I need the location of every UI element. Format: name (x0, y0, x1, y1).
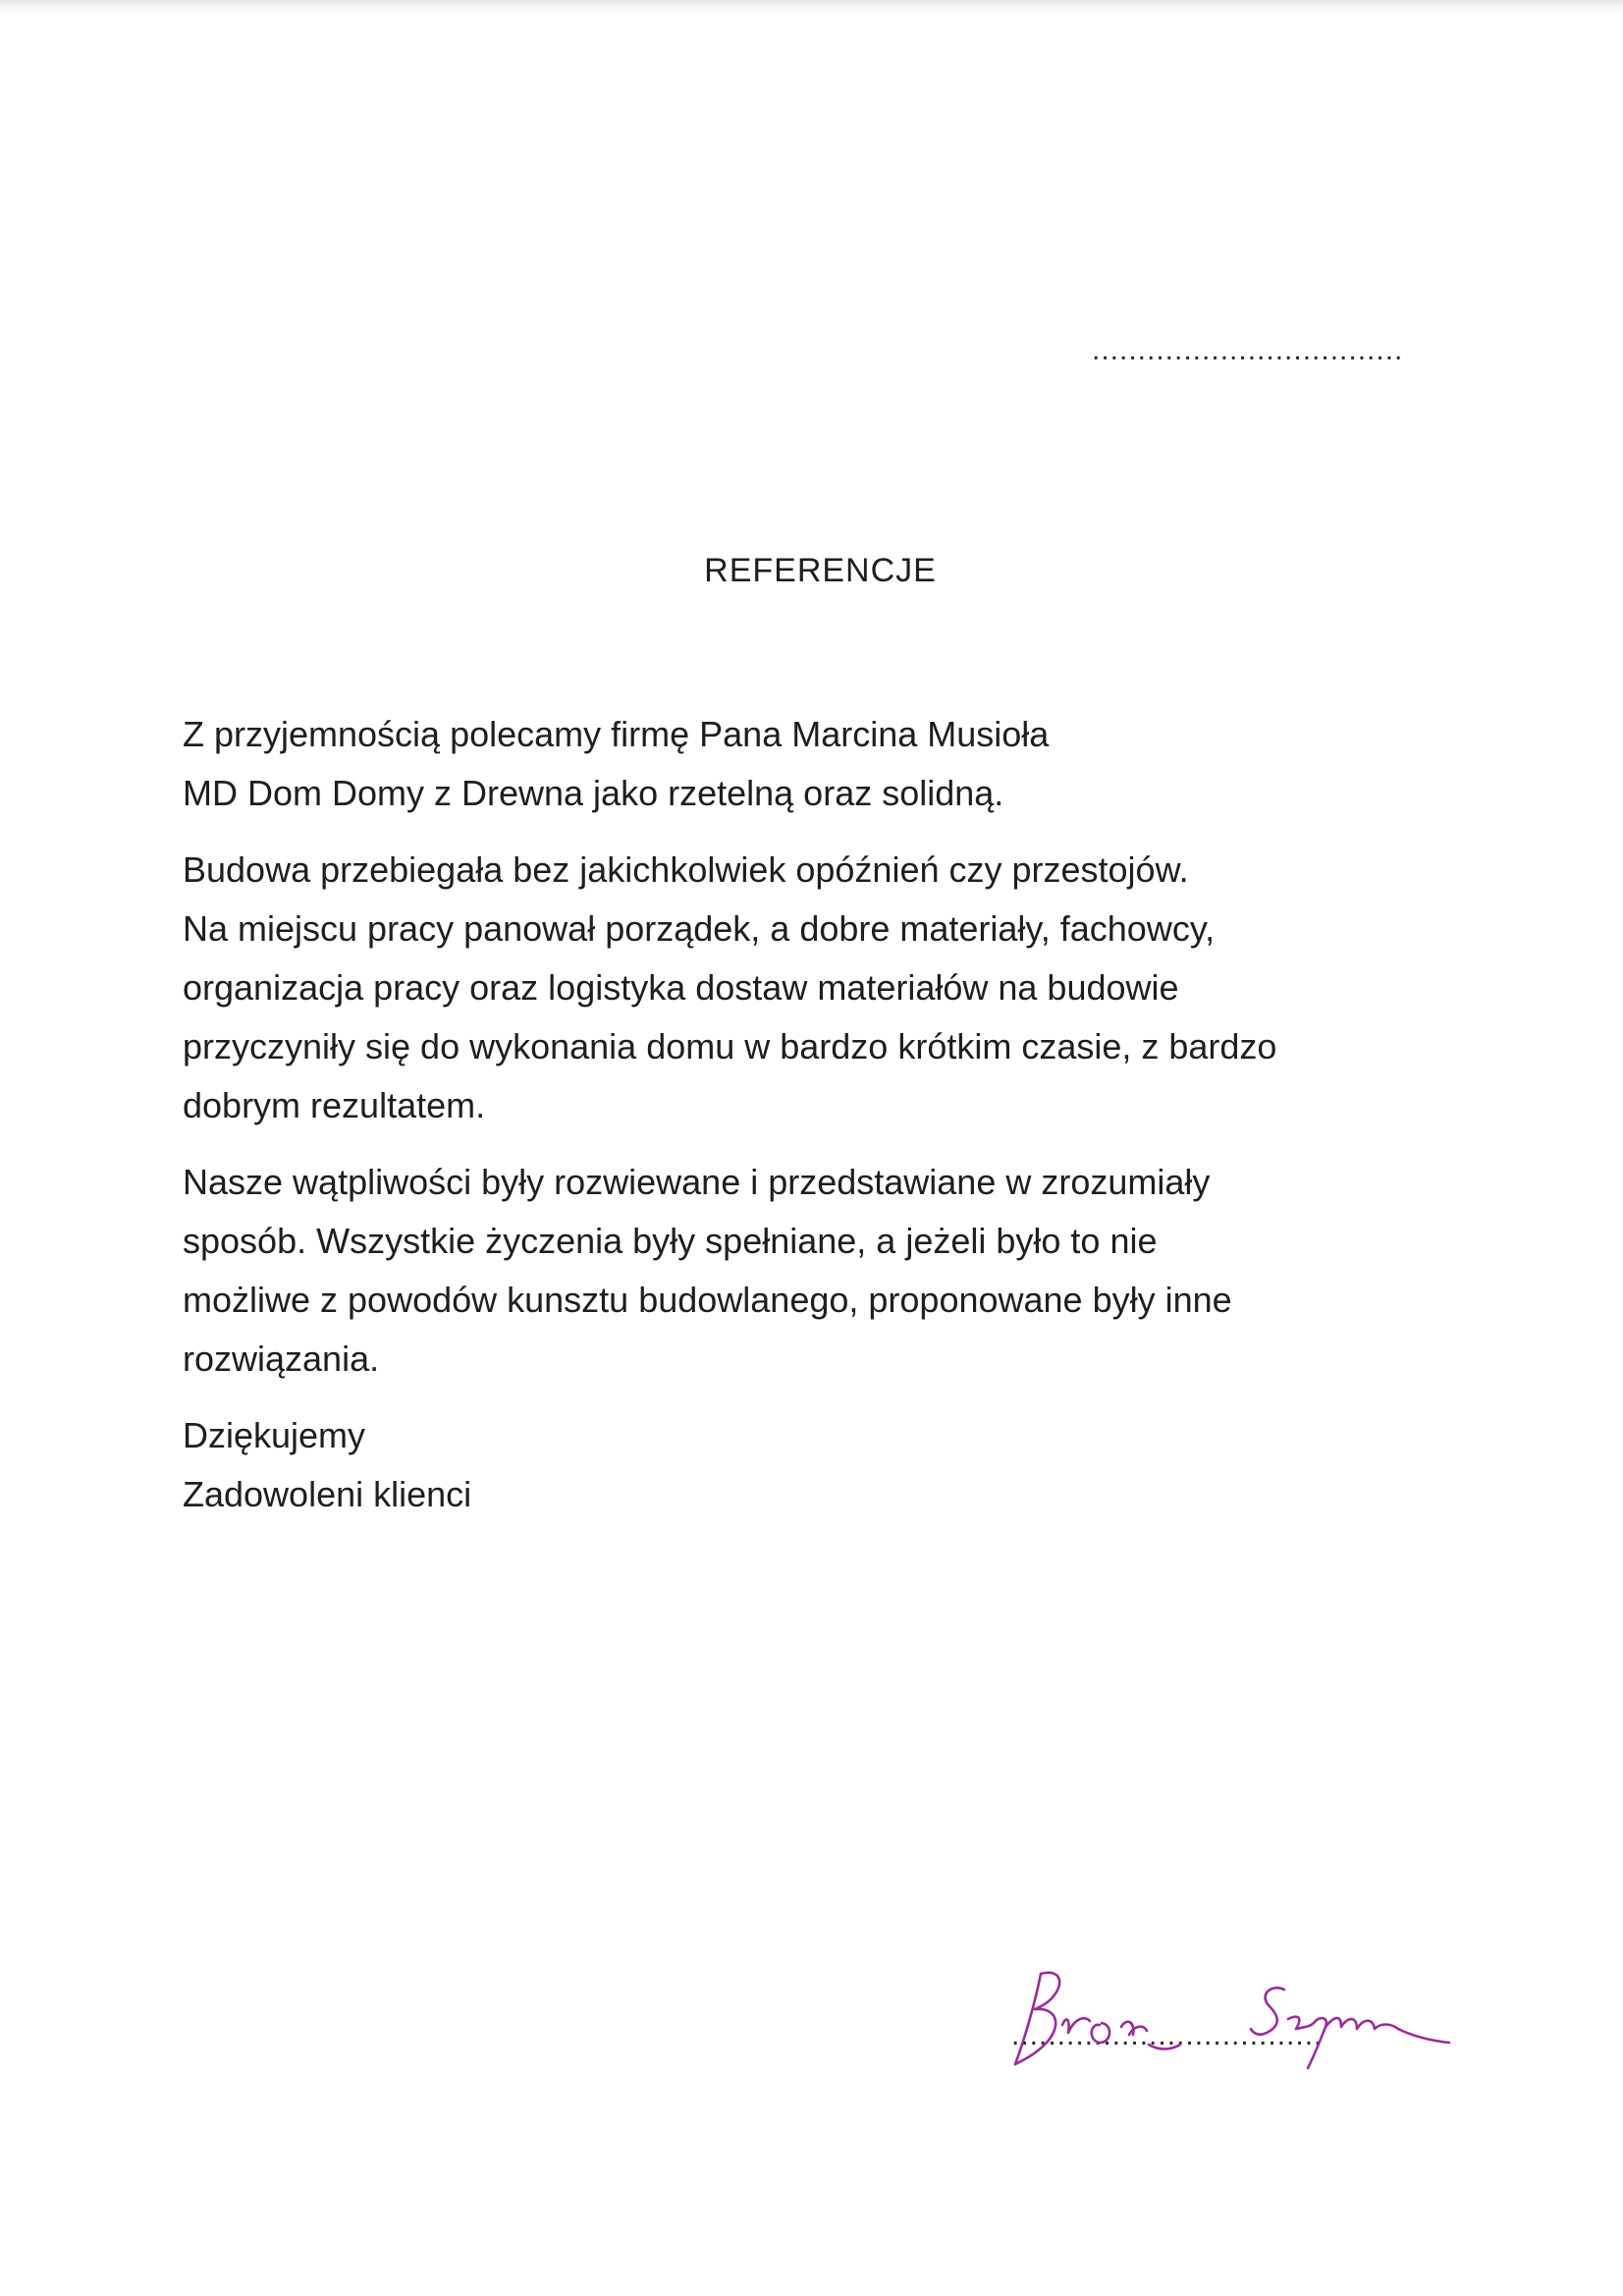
handwritten-signature (1001, 1954, 1453, 2102)
text-line: Z przyjemnością polecamy firmę Pana Marcina Musioła (183, 714, 1050, 754)
text-line: Zadowoleni klienci (183, 1474, 472, 1514)
text-line: organizacja pracy oraz logistyka dostaw materiałów na budowie (183, 967, 1179, 1008)
text-line: rozwiązania. (183, 1339, 380, 1379)
text-line: Budowa przebiegała bez jakichkolwiek opóźnień czy przestojów. (183, 849, 1189, 890)
scan-edge-shadow (0, 0, 1623, 14)
text-line: MD Dom Domy z Drewna jako rzetelną oraz solidną. (183, 773, 1004, 813)
text-line: sposób. Wszystkie życzenia były spełniane, a jeżeli było to nie (183, 1221, 1158, 1261)
letter-body (183, 705, 1459, 1542)
paragraph-communication (183, 1153, 1459, 1389)
paragraph-closing (183, 1406, 1459, 1524)
date-placeholder: .................................. (1092, 334, 1404, 366)
text-line: Na miejscu pracy panował porządek, a dobre materiały, fachowcy, (183, 908, 1216, 949)
paragraph-recommendation (183, 705, 1459, 823)
document-title: REFERENCJE (704, 552, 937, 589)
text-line: dobrym rezultatem. (183, 1085, 486, 1125)
text-line: Dziękujemy (183, 1415, 366, 1455)
text-line: przyczyniły się do wykonania domu w bardzo krótkim czasie, z bardzo (183, 1026, 1277, 1066)
text-line: możliwe z powodów kunsztu budowlanego, proponowane były inne (183, 1280, 1232, 1320)
signature-block (1001, 1954, 1453, 2102)
signature-line: .................................. (1011, 2019, 1324, 2051)
text-line: Nasze wątpliwości były rozwiewane i przedstawiane w zrozumiały (183, 1162, 1211, 1202)
paragraph-construction (183, 841, 1459, 1135)
